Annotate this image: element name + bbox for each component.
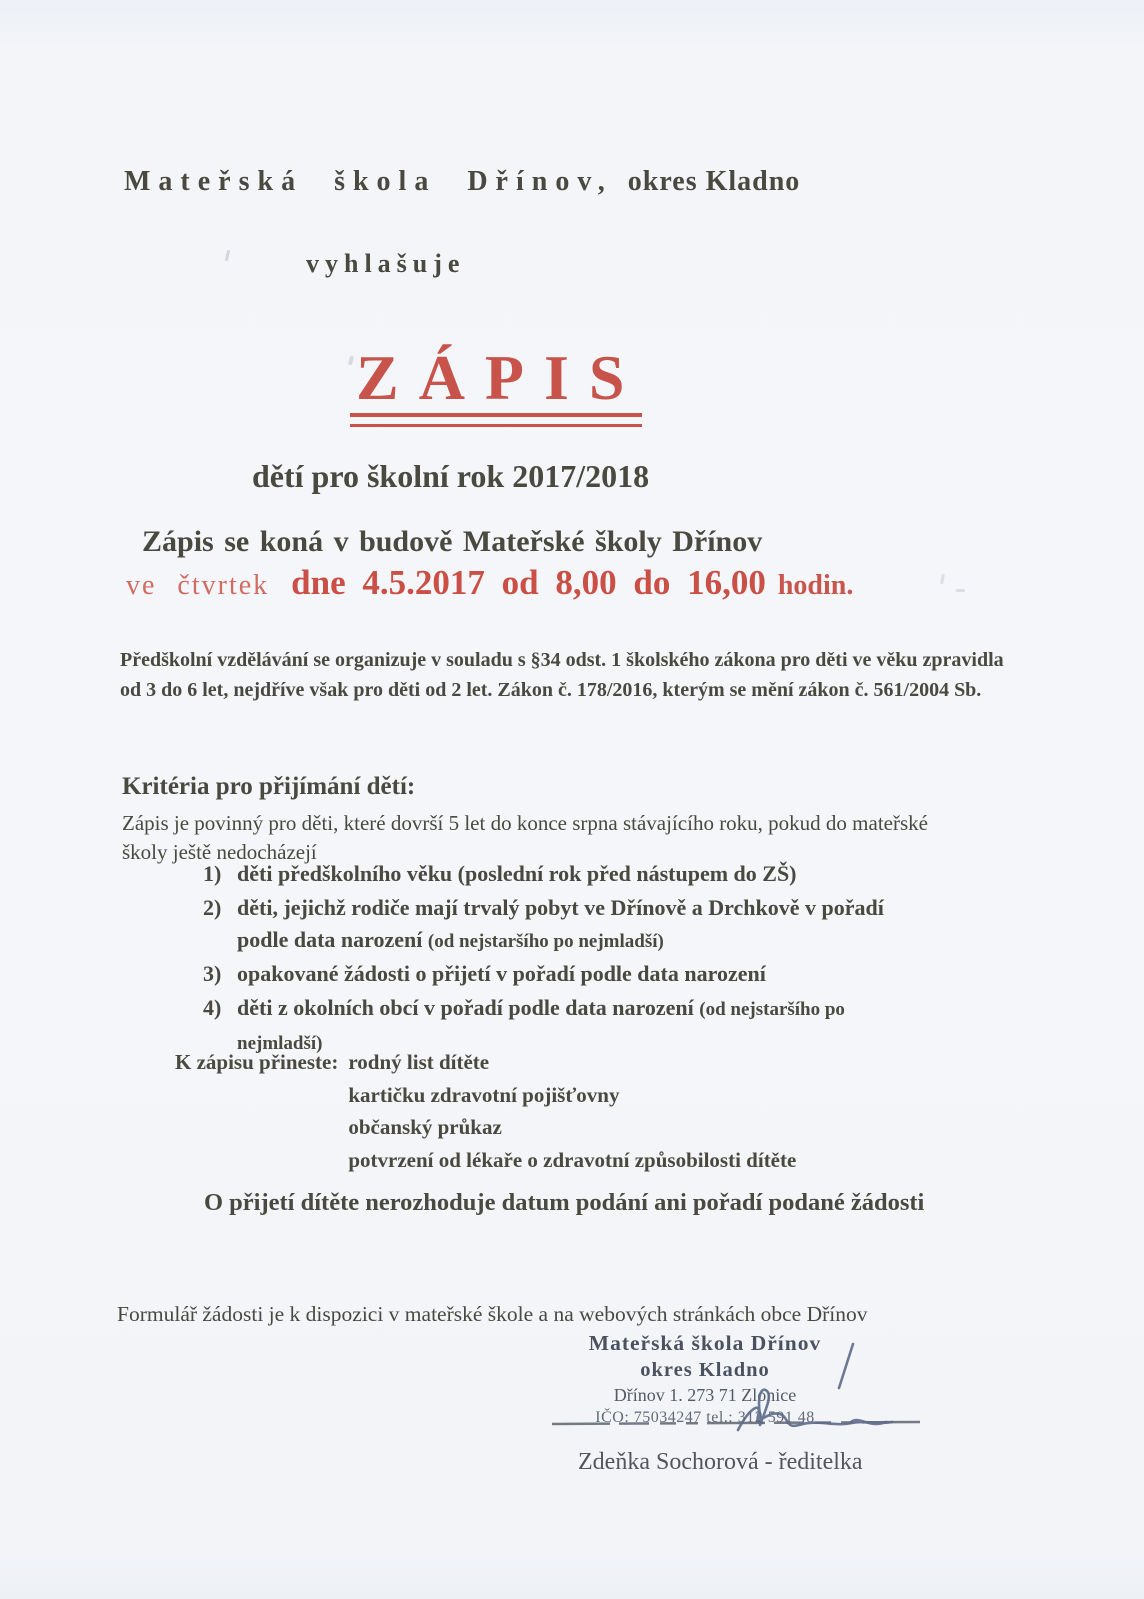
- bring-item: občanský průkaz: [348, 1115, 502, 1139]
- bring-items: [348, 1046, 796, 1176]
- title-double-underline: [350, 413, 642, 427]
- date-main: dne 4.5.2017 od 8,00 do 16,00: [291, 563, 766, 602]
- list-item-main-text: děti z okolních obcí v pořadí podle data narození: [237, 995, 694, 1020]
- list-item-number: 1): [203, 861, 222, 886]
- bring-item: rodný list dítěte: [348, 1050, 490, 1074]
- list-item-note: (od nejstaršího po nejmladší): [427, 931, 664, 952]
- title-block: [350, 344, 645, 427]
- bring-item: kartičku zdravotní pojišťovny: [348, 1082, 620, 1107]
- scan-artifact: [940, 574, 945, 584]
- date-line: [126, 563, 853, 603]
- list-item-main-text: děti předškolního věku (poslední rok před nástupem do ZŠ): [237, 861, 797, 886]
- stamp-ico-phone: IČO: 75034247 tel.: 312 591 48: [595, 1409, 815, 1426]
- date-suffix: hodin.: [777, 570, 854, 601]
- list-item: [203, 958, 921, 992]
- signature-slash-mark: [839, 1344, 853, 1388]
- stamp-school-name: Mateřská škola Dřínov: [588, 1331, 822, 1355]
- legal-paragraph: Předškolní vzdělávání se organizuje v souladu s §34 odst. 1 školského zákona pro děti ve věku zpravidla od 3 do 6 let, nejdříve však pro děti od 2 let. Zákon č. 178/2016, kterým se mění zákon č. 561/2004 Sb.: [120, 649, 1004, 701]
- location-line: Zápis se koná v budově Mateřské školy Dřínov: [142, 525, 763, 558]
- scan-artifact: [225, 250, 230, 261]
- stamp-address: Dřínov 1. 273 71 Zlonice: [613, 1385, 797, 1405]
- director-name: Zdeňka Sochorová - ředitelka: [578, 1449, 863, 1475]
- decision-note: O přijetí dítěte nerozhoduje datum podání ani pořadí podané žádosti: [204, 1189, 925, 1216]
- list-item-number: 2): [203, 895, 222, 920]
- bring-item: potvrzení od lékaře o zdravotní způsobilosti dítěte: [348, 1147, 797, 1172]
- list-item-note: (od nejstaršího po nejmladší): [237, 999, 845, 1054]
- list-item-number: 3): [203, 961, 222, 986]
- list-item-text: [237, 892, 921, 958]
- list-item: [203, 892, 921, 958]
- school-name: Mateřská škola Dřínov,: [124, 166, 613, 197]
- subtitle: dětí pro školní rok 2017/2018: [252, 458, 650, 494]
- document-header: [124, 166, 800, 198]
- page-title: ZÁPIS: [356, 342, 645, 413]
- date-prefix: ve čtvrtek: [126, 570, 270, 601]
- form-info: Formulář žádosti je k dispozici v mateřské škole a na webových stránkách obce Dřínov: [117, 1302, 868, 1326]
- bring-label: K zápisu přineste:: [175, 1050, 339, 1074]
- district-name: okres Kladno: [627, 166, 801, 197]
- list-item-text: [237, 858, 797, 892]
- criteria-heading: Kritéria pro přijímání dětí:: [122, 773, 416, 800]
- list-item-number: 4): [203, 995, 222, 1020]
- announce-word: vyhlašuje: [306, 249, 466, 278]
- criteria-intro: Zápis je povinný pro děti, které dovrší 5 let do konce srpna stávajícího roku, pokud do mateřské školy ještě nedocházejí: [122, 811, 928, 864]
- handwritten-signature: [700, 1335, 920, 1445]
- list-item-main-text: opakované žádosti o přijetí v pořadí podle data narození: [237, 961, 766, 986]
- list-item-main-text: děti, jejichž rodiče mají trvalý pobyt ve Dřínově a Drchkově v pořadí podle data narození: [237, 895, 884, 952]
- criteria-list: [203, 858, 921, 1060]
- list-item: [203, 858, 921, 892]
- bring-section: [175, 1046, 796, 1176]
- stamp-district: okres Kladno: [640, 1359, 770, 1381]
- scan-artifact: [956, 589, 965, 592]
- list-item-text: [237, 958, 766, 992]
